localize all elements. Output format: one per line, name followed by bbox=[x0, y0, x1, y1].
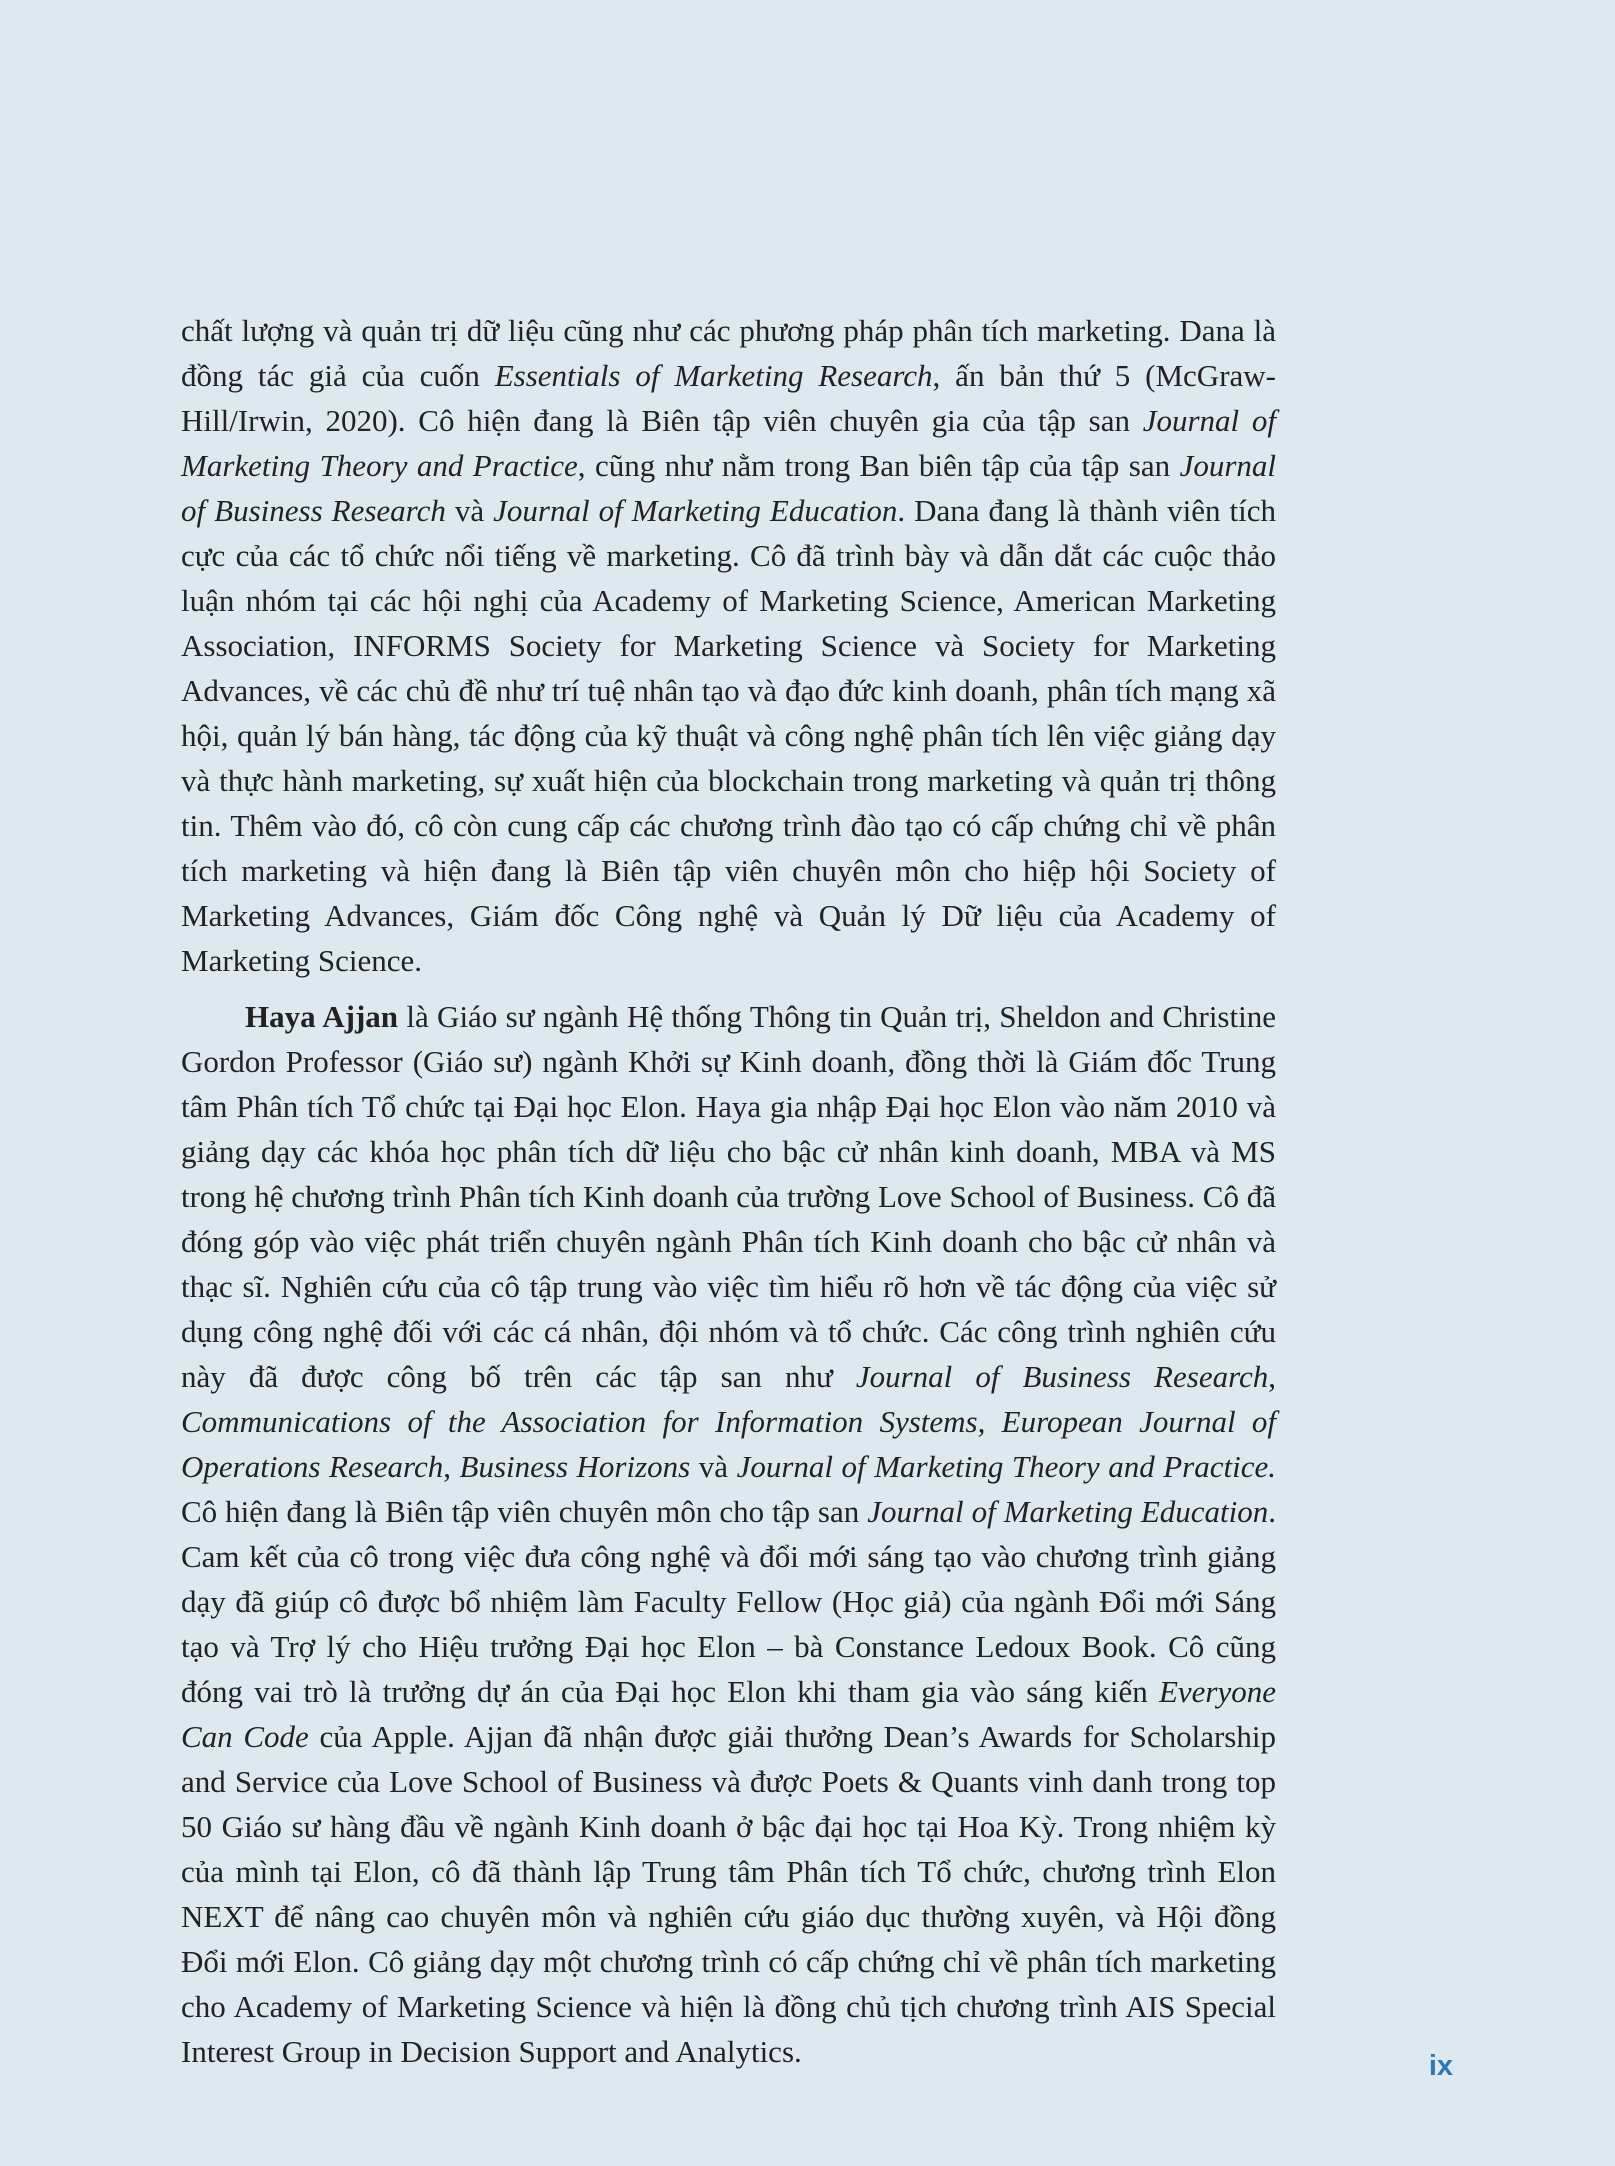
italic-title: Journal of Marketing Education bbox=[493, 493, 898, 528]
text-run: của Apple. Ajjan đã nhận được giải thưởng Dean’s Awards for Scholarship and Service của Love School of Business và được Poets & Quants vinh danh trong top 50 Giáo sư hàng đầu về ngành Kinh doanh ở bậc đại học tại Hoa Kỳ. Trong nhiệm kỳ của mình tại Elon, cô đã thành lập Trung tâm Phân tích Tổ chức, chương trình Elon NEXT để nâng cao chuyên môn và nghiên cứu giáo dục thường xuyên, và Hội đồng Đổi mới Elon. Cô giảng dạy một chương trình có cấp chứng chỉ về phân tích marketing cho Academy of Marketing Science và hiện là đồng chủ tịch chương trình AIS Special Interest Group in Decision Support and Analytics. bbox=[181, 1719, 1276, 2069]
italic-title: Journal of Business Research bbox=[855, 1359, 1269, 1394]
text-run: , bbox=[443, 1449, 460, 1484]
page-number: ix bbox=[1428, 2050, 1453, 2082]
italic-title: Everyone Can Code bbox=[181, 1674, 1276, 1754]
paragraph-dana-bio bbox=[181, 308, 1276, 983]
italic-title: Communications of the Association for Information Systems, European Journal of Operations Research bbox=[181, 1404, 1276, 1484]
text-run: là Giáo sư ngành Hệ thống Thông tin Quản trị, Sheldon and Christine Gordon Professor (Giáo sư) ngành Khởi sự Kinh doanh, đồng thời là Giám đốc Trung tâm Phân tích Tổ chức tại Đại học Elon. Haya gia nhập Đại học Elon vào năm 2010 và giảng dạy các khóa học phân tích dữ liệu cho bậc cử nhân kinh doanh, MBA và MS trong hệ chương trình Phân tích Kinh doanh của trường Love School of Business. Cô đã đóng góp vào việc phát triển chuyên ngành Phân tích Kinh doanh cho bậc cử nhân và thạc sĩ. Nghiên cứu của cô tập trung vào việc tìm hiểu rõ hơn về tác động của việc sử dụng công nghệ đối với các cá nhân, đội nhóm và tổ chức. Các công trình nghiên cứu này đã được công bố trên các tập san như bbox=[181, 999, 1276, 1394]
text-run: và bbox=[690, 1449, 737, 1484]
italic-title: Business Horizons bbox=[459, 1449, 691, 1484]
author-name: Haya Ajjan bbox=[245, 999, 399, 1034]
italic-title: Journal of Marketing Education bbox=[867, 1494, 1269, 1529]
text-run: Cô hiện đang là Biên tập viên chuyên môn cho tập san bbox=[181, 1494, 868, 1529]
italic-title: Essentials of Marketing Research bbox=[494, 358, 933, 393]
text-run: . Dana đang là thành viên tích cực của các tổ chức nổi tiếng về marketing. Cô đã trình bày và dẫn dắt các cuộc thảo luận nhóm tại các hội nghị của Academy of Marketing Science, American Marketing Association, INFORMS Society for Marketing Science và Society for Marketing Advances, về các chủ đề như trí tuệ nhân tạo và đạo đức kinh doanh, phân tích mạng xã hội, quản lý bán hàng, tác động của kỹ thuật và công nghệ phân tích lên việc giảng dạy và thực hành marketing, sự xuất hiện của blockchain trong marketing và quản trị thông tin. Thêm vào đó, cô còn cung cấp các chương trình đào tạo có cấp chứng chỉ về phân tích marketing và hiện đang là Biên tập viên chuyên môn cho hiệp hội Society of Marketing Advances, Giám đốc Công nghệ và Quản lý Dữ liệu của Academy of Marketing Science. bbox=[181, 493, 1276, 978]
italic-title: Journal of Business Research bbox=[181, 448, 1276, 528]
italic-title: Journal of Marketing Theory and Practice. bbox=[736, 1449, 1276, 1484]
text-run: , bbox=[1268, 1359, 1277, 1394]
text-run: và bbox=[445, 493, 494, 528]
paragraph-haya-ajjan-bio bbox=[181, 994, 1276, 2074]
body-text bbox=[181, 308, 1276, 2085]
text-run: , ấn bản thứ 5 (McGraw-Hill/Irwin, 2020). Cô hiện đang là Biên tập viên chuyên gia của tập san bbox=[181, 358, 1276, 438]
text-run: . Cam kết của cô trong việc đưa công nghệ và đổi mới sáng tạo vào chương trình giảng dạy đã giúp cô được bổ nhiệm làm Faculty Fellow (Học giả) của ngành Đổi mới Sáng tạo và Trợ lý cho Hiệu trưởng Đại học Elon – bà Constance Ledoux Book. Cô cũng đóng vai trò là trưởng dự án của Đại học Elon khi tham gia vào sáng kiến bbox=[181, 1494, 1277, 1709]
italic-title: Journal of Marketing Theory and Practice bbox=[181, 403, 1276, 483]
text-run: , cũng như nằm trong Ban biên tập của tập san bbox=[577, 448, 1180, 483]
text-run: chất lượng và quản trị dữ liệu cũng như các phương pháp phân tích marketing. Dana là đồng tác giả của cuốn bbox=[181, 313, 1276, 393]
